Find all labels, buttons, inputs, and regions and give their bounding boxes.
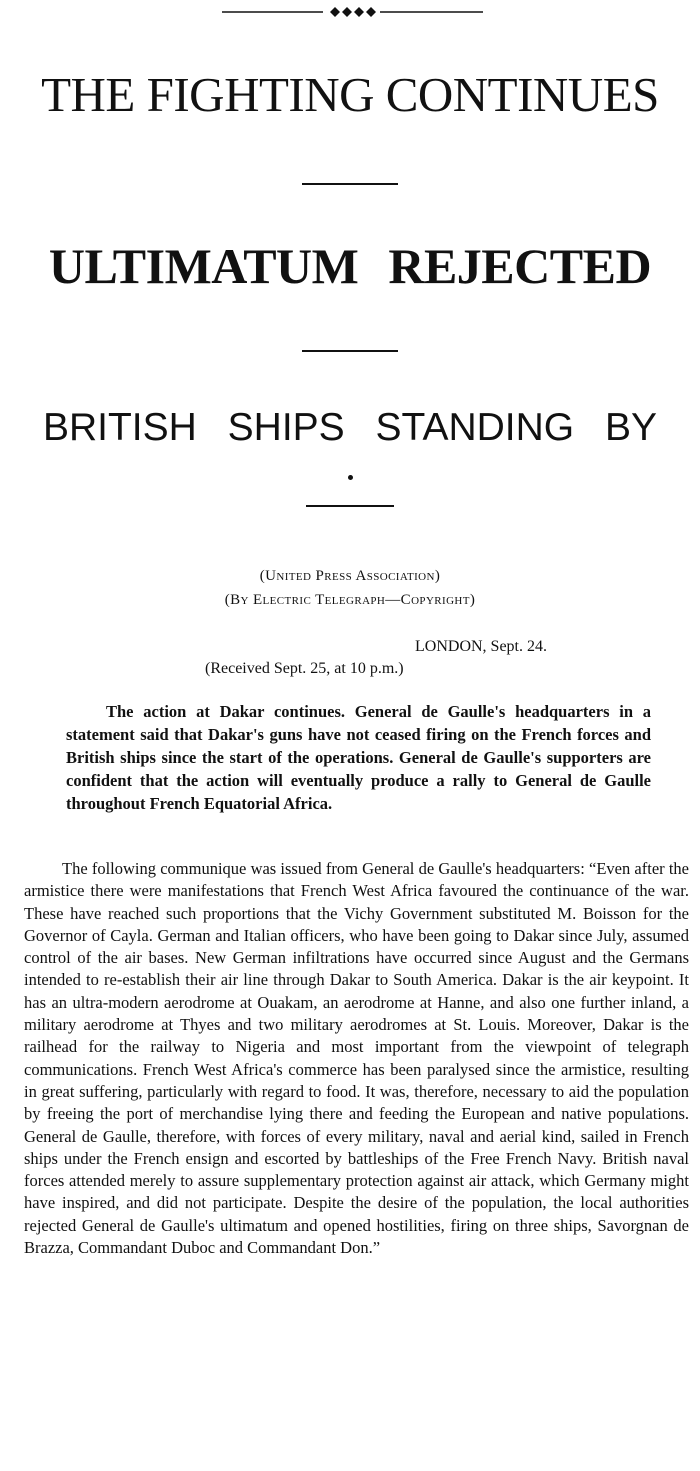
agency-credit: (United Press Association) xyxy=(259,568,441,584)
headline-rule xyxy=(306,505,394,507)
body-paragraph: The following communique was issued from General de Gaulle's headquarters: “Even after the armistice there were manifestations that French West Africa favoured the continuance of the war. These have reached such proportions that the Vichy Government substituted M. Boisson for the Governor of Cayla. German and Italian officers, who have been going to Dakar since July, assumed control of the air bases. New German infiltrations have occurred since August and the Germans intended to re-establish their air line through Dakar to South America. Dakar is the air keypoint. It has an ultra-modern aerodrome at Ouakam, an aerodrome at Hanne, and also one further inland, a military aerodrome at Thyes and two military aerodromes at St. Louis. Moreover, Dakar is the railhead for the railway to Nigeria and most important from the viewpoint of telegraph communications. French West Africa's commerce has been paralysed since the armistice, resulting in great suffering, particularly with regard to food. It was, therefore, necessary to aid the population by freeing the port of merchandise lying there and feeding the European and native populations. General de Gaulle, therefore, with forces of every military, naval and aerial kind, sailed in French ships under the French ensign and escorted by battleships of the Free French Navy. British naval forces attended merely to assure supplementary protection against air attack, which Germany might have inspired, and did not participate. Despite the desire of the population, the local authorities rejected General de Gaulle's ultimatum and opened hostilities, firing on three ships, Savorgnan de Brazza, Commandant Duboc and Commandant Don.” xyxy=(24,859,689,1258)
headline-rule xyxy=(302,183,398,185)
headline-rule xyxy=(302,350,398,352)
secondary-headline: ULTIMATUM REJECTED xyxy=(48,238,652,294)
lead-paragraph: The action at Dakar continues. General de Gaulle's headquarters in a statement said that Dakar's guns have not ceased firing on the French forces and British ships since the start of the operations. General de Gaulle's supporters are confident that the action will eventually produce a rally to General de Gaulle throughout French Equatorial Africa. xyxy=(66,702,651,813)
header-ornament xyxy=(0,4,700,20)
received-time: (Received Sept. 25, at 10 p.m.) xyxy=(205,660,404,677)
ornament-dot xyxy=(348,475,353,480)
telegraph-credit: (By Electric Telegraph—Copyright) xyxy=(224,592,476,608)
tertiary-headline: BRITISH SHIPS STANDING BY xyxy=(42,406,658,449)
dateline: LONDON, Sept. 24. xyxy=(415,638,547,655)
main-headline: THE FIGHTING CONTINUES xyxy=(41,67,659,122)
